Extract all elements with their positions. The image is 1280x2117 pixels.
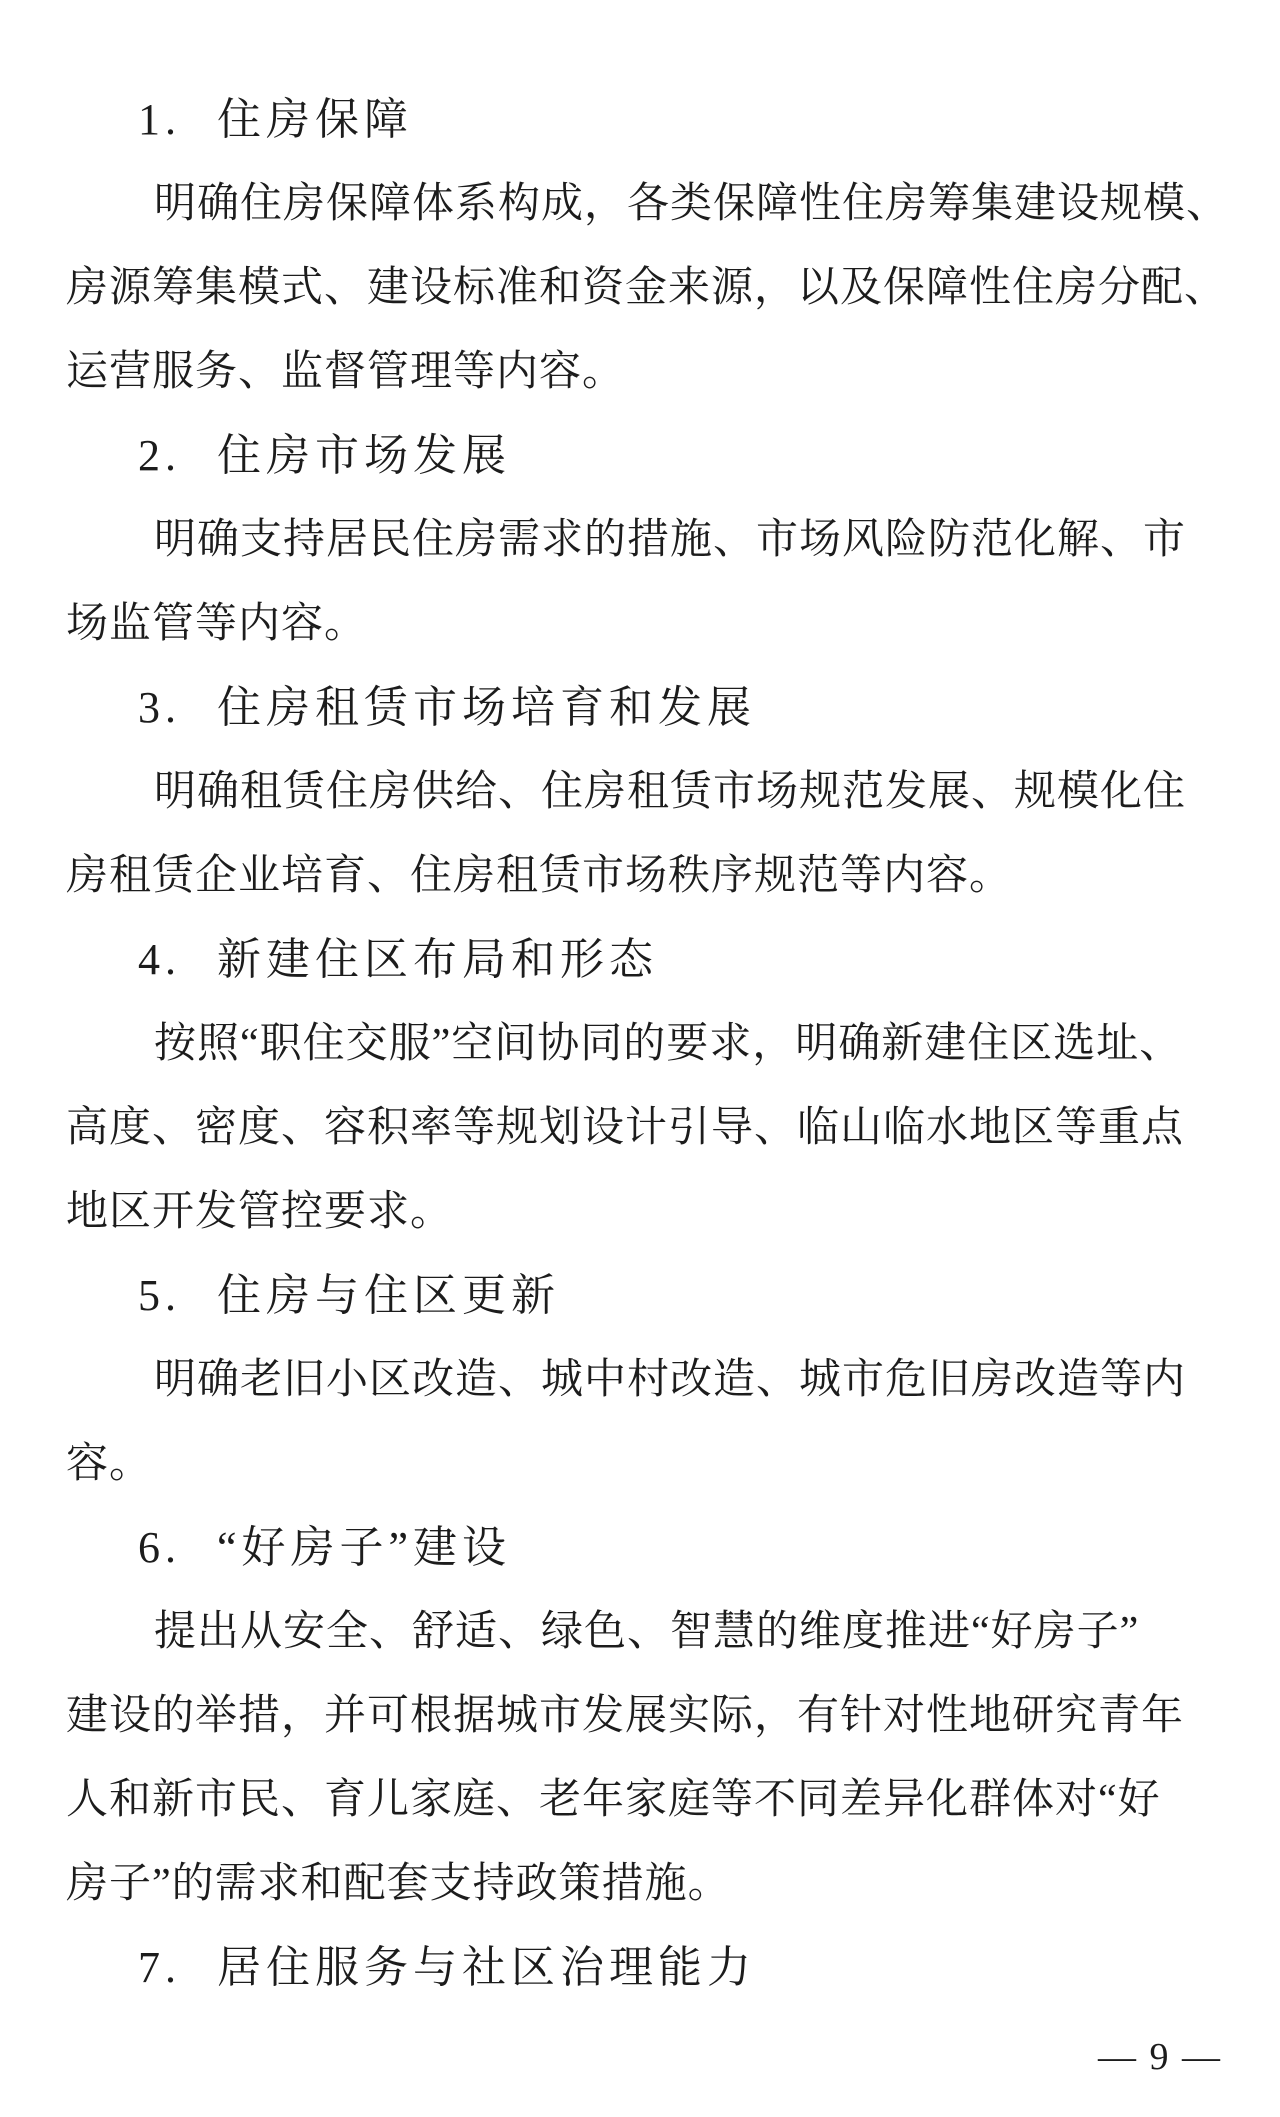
body-line: 高度、密度、容积率等规划设计引导、临山临水地区等重点	[66, 1105, 1185, 1151]
body-line: 按照“职住交服”空间协同的要求，明确新建住区选址、	[154, 1021, 1183, 1067]
body-line: 人和新市民、育儿家庭、老年家庭等不同差异化群体对“好	[66, 1777, 1161, 1823]
body-line: 明确老旧小区改造、城中村改造、城市危旧房改造等内	[154, 1357, 1187, 1403]
section-heading: 6. “好房子”建设	[138, 1523, 512, 1572]
body-line: 明确租赁住房供给、住房租赁市场规范发展、规模化住	[154, 769, 1187, 815]
section-heading: 3. 住房租赁市场培育和发展	[138, 683, 756, 732]
page-number: — 9 —	[1098, 2036, 1222, 2078]
body-line: 明确支持居民住房需求的措施、市场风险防范化解、市	[154, 517, 1187, 563]
body-line: 地区开发管控要求。	[66, 1189, 454, 1235]
body-line: 容。	[66, 1441, 153, 1487]
body-line: 房源筹集模式、建设标准和资金来源，以及保障性住房分配、	[66, 265, 1228, 311]
body-line: 运营服务、监督管理等内容。	[66, 349, 626, 395]
section-heading: 4. 新建住区布局和形态	[138, 935, 658, 984]
body-line: 房租赁企业培育、住房租赁市场秩序规范等内容。	[66, 853, 1013, 899]
section-heading: 5. 住房与住区更新	[138, 1271, 560, 1320]
body-line: 提出从安全、舒适、绿色、智慧的维度推进“好房子”	[154, 1609, 1140, 1655]
body-line: 房子”的需求和配套支持政策措施。	[66, 1861, 731, 1907]
section-heading: 7. 居住服务与社区治理能力	[138, 1943, 756, 1992]
document-content	[66, 78, 1236, 2010]
body-line: 场监管等内容。	[66, 601, 368, 647]
body-line: 明确住房保障体系构成，各类保障性住房筹集建设规模、	[154, 181, 1230, 227]
section-heading: 2. 住房市场发展	[138, 431, 511, 480]
section-heading: 1. 住房保障	[138, 95, 413, 144]
body-line: 建设的举措，并可根据城市发展实际，有针对性地研究青年	[66, 1693, 1185, 1739]
